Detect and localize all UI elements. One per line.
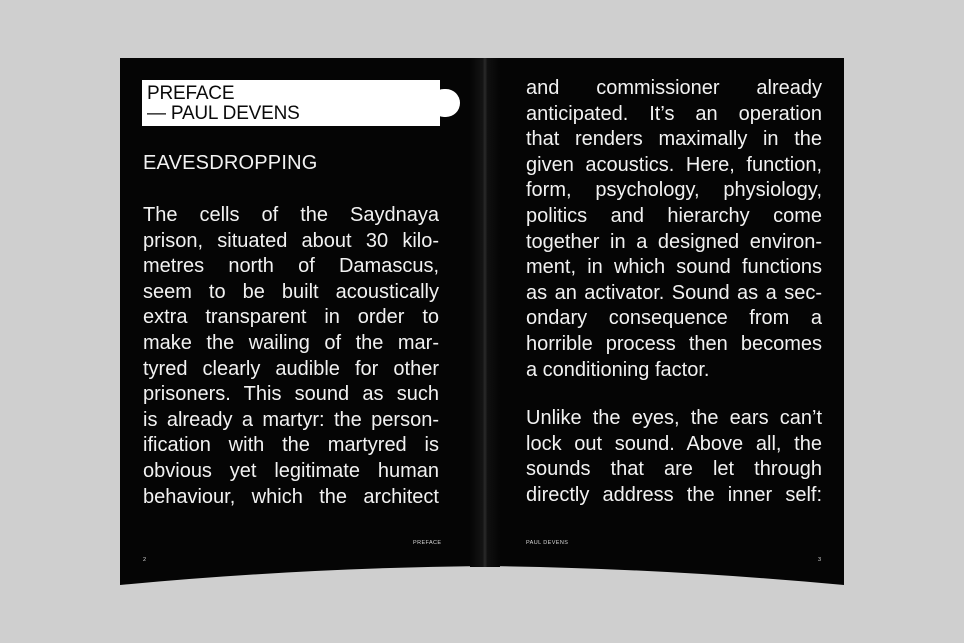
left-running-head: PREFACE <box>413 540 442 546</box>
right-page-paragraph-2 <box>526 406 822 508</box>
text-line: ment, in which sound functions <box>526 256 822 279</box>
text-line: directly address the inner self: <box>526 483 822 506</box>
text-line: make the wailing of the mar- <box>143 331 439 354</box>
chapter-author: — PAUL DEVENS <box>147 103 300 124</box>
text-line: tyred clearly audible for other <box>143 357 439 380</box>
text-line: obvious yet legitimate human <box>143 459 439 482</box>
text-line: form, psychology, physiology, <box>526 179 822 202</box>
chapter-label: PREFACE <box>147 83 235 104</box>
right-page-paragraph-1 <box>526 76 822 383</box>
left-page-body <box>143 203 439 510</box>
text-line: prisoners. This sound as such <box>143 383 439 406</box>
text-line: together in a designed environ- <box>526 230 822 253</box>
chapter-header <box>142 80 440 126</box>
text-line: given acoustics. Here, function, <box>526 153 822 176</box>
gutter-shadow <box>470 58 500 567</box>
text-line: extra transparent in order to <box>143 306 439 329</box>
text-line: ondary consequence from a <box>526 307 822 330</box>
text-line: Unlike the eyes, the ears can’t <box>526 407 822 429</box>
text-line: anticipated. It’s an operation <box>526 102 822 125</box>
section-title: EAVESDROPPING <box>143 152 318 174</box>
right-running-head: PAUL DEVENS <box>526 540 569 546</box>
text-line: The cells of the Saydnaya <box>143 204 439 226</box>
text-line: politics and hierarchy come <box>526 204 822 227</box>
text-line: metres north of Damascus, <box>143 255 439 278</box>
text-line: as an activator. Sound as a sec- <box>526 281 822 304</box>
text-line: a conditioning factor. <box>526 358 710 381</box>
text-line: ification with the martyred is <box>143 434 439 457</box>
text-line: seem to be built acoustically <box>143 280 439 303</box>
text-line: horrible process then becomes <box>526 332 822 355</box>
left-page-number: 2 <box>143 557 147 563</box>
text-line: behaviour, which the architect <box>143 485 439 508</box>
text-line: is already a martyr: the person- <box>143 408 439 431</box>
text-line: and commissioner already <box>526 77 822 99</box>
text-line: that renders maximally in the <box>526 128 822 151</box>
text-line: sounds that are let through <box>526 458 822 481</box>
right-page-number: 3 <box>818 557 822 563</box>
text-line: prison, situated about 30 kilo- <box>143 229 439 252</box>
text-line: lock out sound. Above all, the <box>526 432 822 455</box>
